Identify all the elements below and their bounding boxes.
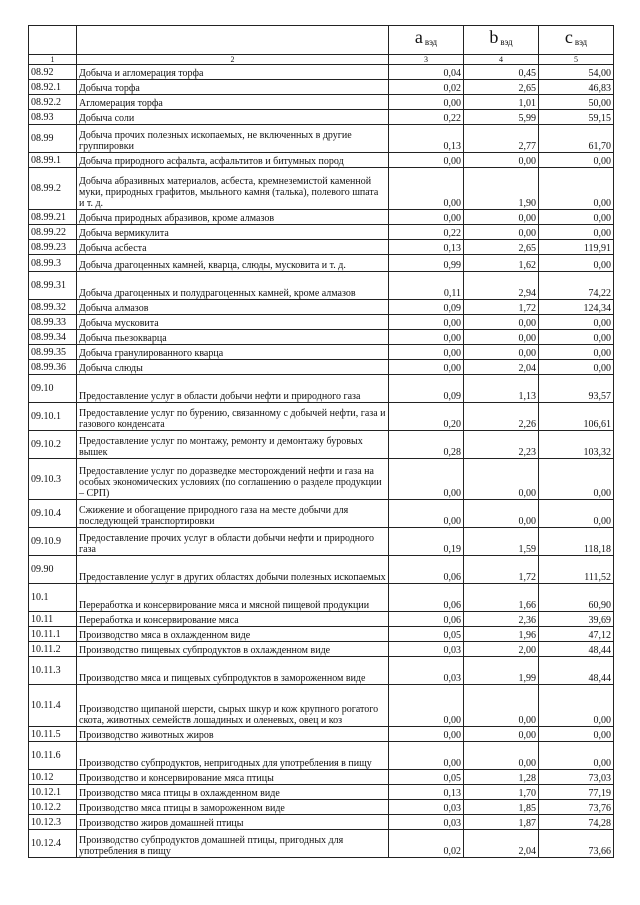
row-value-c: 0,00 xyxy=(539,500,614,528)
row-value-c: 48,44 xyxy=(539,657,614,685)
table-row xyxy=(29,255,614,272)
table-row xyxy=(29,528,614,556)
row-name: Добыча вермикулита xyxy=(77,225,389,240)
row-value-a: 0,13 xyxy=(389,240,464,255)
row-value-c: 0,00 xyxy=(539,360,614,375)
row-value-a: 0,02 xyxy=(389,830,464,858)
row-value-b: 2,23 xyxy=(464,431,539,459)
row-value-c: 48,44 xyxy=(539,642,614,657)
row-code: 10.12.1 xyxy=(29,785,77,800)
row-value-c: 60,90 xyxy=(539,584,614,612)
row-value-b: 2,26 xyxy=(464,403,539,431)
row-value-c: 93,57 xyxy=(539,375,614,403)
row-value-a: 0,28 xyxy=(389,431,464,459)
row-value-a: 0,03 xyxy=(389,642,464,657)
row-value-c: 111,52 xyxy=(539,556,614,584)
column-number-4: 4 xyxy=(464,55,539,65)
row-value-b: 2,94 xyxy=(464,272,539,300)
table-row xyxy=(29,240,614,255)
row-name: Производство и консервирование мяса птицы xyxy=(77,770,389,785)
row-name: Производство пищевых субпродуктов в охлажденном виде xyxy=(77,642,389,657)
row-value-c: 0,00 xyxy=(539,459,614,500)
table-row xyxy=(29,459,614,500)
column-number-2: 2 xyxy=(77,55,389,65)
row-code: 08.99.22 xyxy=(29,225,77,240)
row-name: Добыча гранулированного кварца xyxy=(77,345,389,360)
row-value-a: 0,03 xyxy=(389,657,464,685)
row-name: Производство жиров домашней птицы xyxy=(77,815,389,830)
row-code: 10.11 xyxy=(29,612,77,627)
row-value-c: 0,00 xyxy=(539,685,614,727)
row-value-b: 1,72 xyxy=(464,556,539,584)
table-row xyxy=(29,657,614,685)
row-name: Предоставление услуг по доразведке месторождений нефти и газа на особых экономических условиях (по соглашению о разделе продукции – СРП) xyxy=(77,459,389,500)
row-code: 08.99.31 xyxy=(29,272,77,300)
row-value-a: 0,99 xyxy=(389,255,464,272)
row-value-a: 0,00 xyxy=(389,315,464,330)
table-row xyxy=(29,315,614,330)
row-code: 09.10.2 xyxy=(29,431,77,459)
header-cell-name xyxy=(77,26,389,55)
row-name: Предоставление услуг по монтажу, ремонту и демонтажу буровых вышек xyxy=(77,431,389,459)
row-value-a: 0,00 xyxy=(389,459,464,500)
row-value-a: 0,00 xyxy=(389,330,464,345)
row-value-c: 39,69 xyxy=(539,612,614,627)
row-value-b: 0,00 xyxy=(464,153,539,168)
row-value-b: 2,65 xyxy=(464,240,539,255)
row-name: Добыча драгоценных и полудрагоценных камней, кроме алмазов xyxy=(77,272,389,300)
row-name: Добыча природных абразивов, кроме алмазов xyxy=(77,210,389,225)
row-name: Предоставление услуг по бурению, связанному с добычей нефти, газа и газового конденсата xyxy=(77,403,389,431)
table-row xyxy=(29,110,614,125)
row-value-a: 0,11 xyxy=(389,272,464,300)
row-name: Предоставление услуг в области добычи нефти и природного газа xyxy=(77,375,389,403)
row-value-b: 0,00 xyxy=(464,225,539,240)
table-row xyxy=(29,225,614,240)
table-row xyxy=(29,584,614,612)
table-row xyxy=(29,125,614,153)
row-value-b: 2,04 xyxy=(464,830,539,858)
row-value-a: 0,22 xyxy=(389,225,464,240)
row-code: 08.99.33 xyxy=(29,315,77,330)
row-value-b: 1,28 xyxy=(464,770,539,785)
row-name: Добыча слюды xyxy=(77,360,389,375)
row-value-b: 0,00 xyxy=(464,685,539,727)
row-value-c: 0,00 xyxy=(539,330,614,345)
row-value-a: 0,00 xyxy=(389,168,464,210)
row-value-a: 0,06 xyxy=(389,584,464,612)
row-code: 08.99.1 xyxy=(29,153,77,168)
row-name: Производство животных жиров xyxy=(77,727,389,742)
row-value-c: 74,28 xyxy=(539,815,614,830)
row-code: 09.10.3 xyxy=(29,459,77,500)
row-value-a: 0,00 xyxy=(389,95,464,110)
row-name: Добыча асбеста xyxy=(77,240,389,255)
row-value-c: 103,32 xyxy=(539,431,614,459)
row-name: Добыча алмазов xyxy=(77,300,389,315)
row-code: 09.10.9 xyxy=(29,528,77,556)
row-value-a: 0,05 xyxy=(389,770,464,785)
row-value-a: 0,09 xyxy=(389,300,464,315)
row-code: 10.11.3 xyxy=(29,657,77,685)
coefficients-table xyxy=(28,25,614,858)
row-code: 08.99.2 xyxy=(29,168,77,210)
table-row xyxy=(29,770,614,785)
row-value-c: 73,66 xyxy=(539,830,614,858)
header-a-subscript: вэд xyxy=(424,37,438,47)
row-value-b: 2,36 xyxy=(464,612,539,627)
row-value-a: 0,00 xyxy=(389,500,464,528)
row-value-b: 0,00 xyxy=(464,210,539,225)
row-code: 10.12.3 xyxy=(29,815,77,830)
row-value-b: 0,00 xyxy=(464,345,539,360)
row-value-b: 2,00 xyxy=(464,642,539,657)
row-name: Добыча и агломерация торфа xyxy=(77,65,389,80)
row-value-b: 2,77 xyxy=(464,125,539,153)
row-value-b: 1,90 xyxy=(464,168,539,210)
table-row xyxy=(29,403,614,431)
row-code: 08.99 xyxy=(29,125,77,153)
row-code: 08.99.36 xyxy=(29,360,77,375)
row-name: Добыча соли xyxy=(77,110,389,125)
row-value-b: 0,00 xyxy=(464,315,539,330)
header-cell-a xyxy=(389,26,464,55)
row-value-b: 0,45 xyxy=(464,65,539,80)
table-body xyxy=(29,26,614,858)
row-value-a: 0,03 xyxy=(389,815,464,830)
row-name: Производство мяса птицы в охлажденном виде xyxy=(77,785,389,800)
row-value-b: 1,01 xyxy=(464,95,539,110)
row-name: Добыча пьезокварца xyxy=(77,330,389,345)
row-value-b: 2,65 xyxy=(464,80,539,95)
row-value-c: 77,19 xyxy=(539,785,614,800)
table-row xyxy=(29,210,614,225)
header-cell-c xyxy=(539,26,614,55)
row-value-a: 0,02 xyxy=(389,80,464,95)
row-name: Сжижение и обогащение природного газа на месте добычи для последующей транспортировки xyxy=(77,500,389,528)
row-name: Добыча природного асфальта, асфальтитов и битумных пород xyxy=(77,153,389,168)
row-code: 08.99.35 xyxy=(29,345,77,360)
header-c-label: c xyxy=(564,27,573,47)
row-value-c: 0,00 xyxy=(539,153,614,168)
column-number-row xyxy=(29,55,614,65)
row-value-a: 0,20 xyxy=(389,403,464,431)
row-value-b: 1,85 xyxy=(464,800,539,815)
row-code: 08.92 xyxy=(29,65,77,80)
row-name: Добыча прочих полезных ископаемых, не включенных в другие группировки xyxy=(77,125,389,153)
row-code: 08.92.2 xyxy=(29,95,77,110)
row-value-c: 0,00 xyxy=(539,168,614,210)
row-value-c: 0,00 xyxy=(539,225,614,240)
row-code: 08.93 xyxy=(29,110,77,125)
row-value-a: 0,13 xyxy=(389,125,464,153)
row-code: 08.99.34 xyxy=(29,330,77,345)
row-value-c: 61,70 xyxy=(539,125,614,153)
row-name: Добыча драгоценных камней, кварца, слюды, мусковита и т. д. xyxy=(77,255,389,272)
row-value-a: 0,04 xyxy=(389,65,464,80)
row-value-b: 0,00 xyxy=(464,330,539,345)
row-name: Агломерация торфа xyxy=(77,95,389,110)
row-value-c: 0,00 xyxy=(539,727,614,742)
row-value-a: 0,00 xyxy=(389,360,464,375)
row-value-a: 0,03 xyxy=(389,800,464,815)
header-b-subscript: вэд xyxy=(500,37,513,47)
row-code: 10.11.5 xyxy=(29,727,77,742)
table-row xyxy=(29,431,614,459)
row-value-b: 1,13 xyxy=(464,375,539,403)
table-row xyxy=(29,830,614,858)
row-name: Предоставление услуг в других областях добычи полезных ископаемых xyxy=(77,556,389,584)
column-number-5: 5 xyxy=(539,55,614,65)
row-value-c: 0,00 xyxy=(539,742,614,770)
table-row xyxy=(29,272,614,300)
row-value-a: 0,00 xyxy=(389,685,464,727)
row-value-c: 0,00 xyxy=(539,315,614,330)
table-row xyxy=(29,360,614,375)
table-row xyxy=(29,153,614,168)
row-code: 09.10 xyxy=(29,375,77,403)
row-value-b: 2,04 xyxy=(464,360,539,375)
table-row xyxy=(29,80,614,95)
row-value-a: 0,06 xyxy=(389,556,464,584)
row-value-b: 0,00 xyxy=(464,727,539,742)
row-code: 10.11.6 xyxy=(29,742,77,770)
row-code: 10.1 xyxy=(29,584,77,612)
row-name: Производство субпродуктов домашней птицы, пригодных для употребления в пищу xyxy=(77,830,389,858)
table-row xyxy=(29,727,614,742)
row-name: Добыча мусковита xyxy=(77,315,389,330)
table-row xyxy=(29,612,614,627)
row-name: Производство мяса птицы в замороженном виде xyxy=(77,800,389,815)
row-value-b: 5,99 xyxy=(464,110,539,125)
table-row xyxy=(29,642,614,657)
row-value-b: 1,70 xyxy=(464,785,539,800)
row-value-c: 124,34 xyxy=(539,300,614,315)
table-row xyxy=(29,742,614,770)
header-a-label: a xyxy=(414,27,423,47)
row-value-c: 106,61 xyxy=(539,403,614,431)
row-code: 09.10.1 xyxy=(29,403,77,431)
row-value-b: 1,66 xyxy=(464,584,539,612)
row-value-a: 0,06 xyxy=(389,612,464,627)
row-name: Производство мяса и пищевых субпродуктов в замороженном виде xyxy=(77,657,389,685)
header-b-label: b xyxy=(489,27,499,47)
table-row xyxy=(29,65,614,80)
row-value-a: 0,05 xyxy=(389,627,464,642)
row-value-c: 0,00 xyxy=(539,345,614,360)
row-value-b: 1,62 xyxy=(464,255,539,272)
row-value-c: 119,91 xyxy=(539,240,614,255)
table-row xyxy=(29,785,614,800)
row-value-b: 1,87 xyxy=(464,815,539,830)
row-code: 09.90 xyxy=(29,556,77,584)
row-code: 08.92.1 xyxy=(29,80,77,95)
row-value-b: 1,72 xyxy=(464,300,539,315)
row-code: 10.11.2 xyxy=(29,642,77,657)
row-value-c: 54,00 xyxy=(539,65,614,80)
row-value-a: 0,00 xyxy=(389,345,464,360)
table-row xyxy=(29,300,614,315)
table-row xyxy=(29,556,614,584)
row-value-a: 0,09 xyxy=(389,375,464,403)
row-value-b: 0,00 xyxy=(464,500,539,528)
table-row xyxy=(29,375,614,403)
row-name: Производство субпродуктов, непригодных для употребления в пищу xyxy=(77,742,389,770)
row-value-b: 1,99 xyxy=(464,657,539,685)
table-row xyxy=(29,500,614,528)
header-c-subscript: вэд xyxy=(574,37,588,47)
row-value-b: 1,96 xyxy=(464,627,539,642)
row-code: 08.99.32 xyxy=(29,300,77,315)
header-cell-b xyxy=(464,26,539,55)
row-value-a: 0,13 xyxy=(389,785,464,800)
row-value-b: 1,59 xyxy=(464,528,539,556)
header-cell-code xyxy=(29,26,77,55)
row-value-b: 0,00 xyxy=(464,459,539,500)
column-number-3: 3 xyxy=(389,55,464,65)
row-value-a: 0,22 xyxy=(389,110,464,125)
column-number-1: 1 xyxy=(29,55,77,65)
row-value-c: 59,15 xyxy=(539,110,614,125)
table-row xyxy=(29,685,614,727)
row-code: 10.11.4 xyxy=(29,685,77,727)
row-name: Добыча абразивных материалов, асбеста, кремнеземистой каменной муки, природных графитов, мыльного камня (талька), полевого шпата и т. д. xyxy=(77,168,389,210)
row-value-c: 118,18 xyxy=(539,528,614,556)
row-value-c: 74,22 xyxy=(539,272,614,300)
row-value-a: 0,19 xyxy=(389,528,464,556)
row-code: 09.10.4 xyxy=(29,500,77,528)
row-name: Предоставление прочих услуг в области добычи нефти и природного газа xyxy=(77,528,389,556)
table-row xyxy=(29,815,614,830)
row-value-a: 0,00 xyxy=(389,210,464,225)
row-value-b: 0,00 xyxy=(464,742,539,770)
row-value-c: 47,12 xyxy=(539,627,614,642)
table-row xyxy=(29,95,614,110)
row-value-c: 46,83 xyxy=(539,80,614,95)
row-value-c: 50,00 xyxy=(539,95,614,110)
table-row xyxy=(29,345,614,360)
row-code: 10.12.4 xyxy=(29,830,77,858)
row-value-c: 0,00 xyxy=(539,255,614,272)
table-header-row xyxy=(29,26,614,55)
row-value-a: 0,00 xyxy=(389,742,464,770)
row-code: 10.12.2 xyxy=(29,800,77,815)
row-name: Производство мяса в охлажденном виде xyxy=(77,627,389,642)
table-row xyxy=(29,330,614,345)
row-code: 08.99.23 xyxy=(29,240,77,255)
row-name: Переработка и консервирование мяса xyxy=(77,612,389,627)
row-value-a: 0,00 xyxy=(389,727,464,742)
table-row xyxy=(29,800,614,815)
row-value-c: 0,00 xyxy=(539,210,614,225)
table-row xyxy=(29,168,614,210)
row-name: Переработка и консервирование мяса и мясной пищевой продукции xyxy=(77,584,389,612)
row-name: Производство щипаной шерсти, сырых шкур и кож крупного рогатого скота, животных семейств лошадиных и оленевых, овец и коз xyxy=(77,685,389,727)
table-row xyxy=(29,627,614,642)
row-value-c: 73,03 xyxy=(539,770,614,785)
row-name: Добыча торфа xyxy=(77,80,389,95)
row-value-c: 73,76 xyxy=(539,800,614,815)
row-value-a: 0,00 xyxy=(389,153,464,168)
row-code: 10.12 xyxy=(29,770,77,785)
row-code: 10.11.1 xyxy=(29,627,77,642)
row-code: 08.99.3 xyxy=(29,255,77,272)
row-code: 08.99.21 xyxy=(29,210,77,225)
